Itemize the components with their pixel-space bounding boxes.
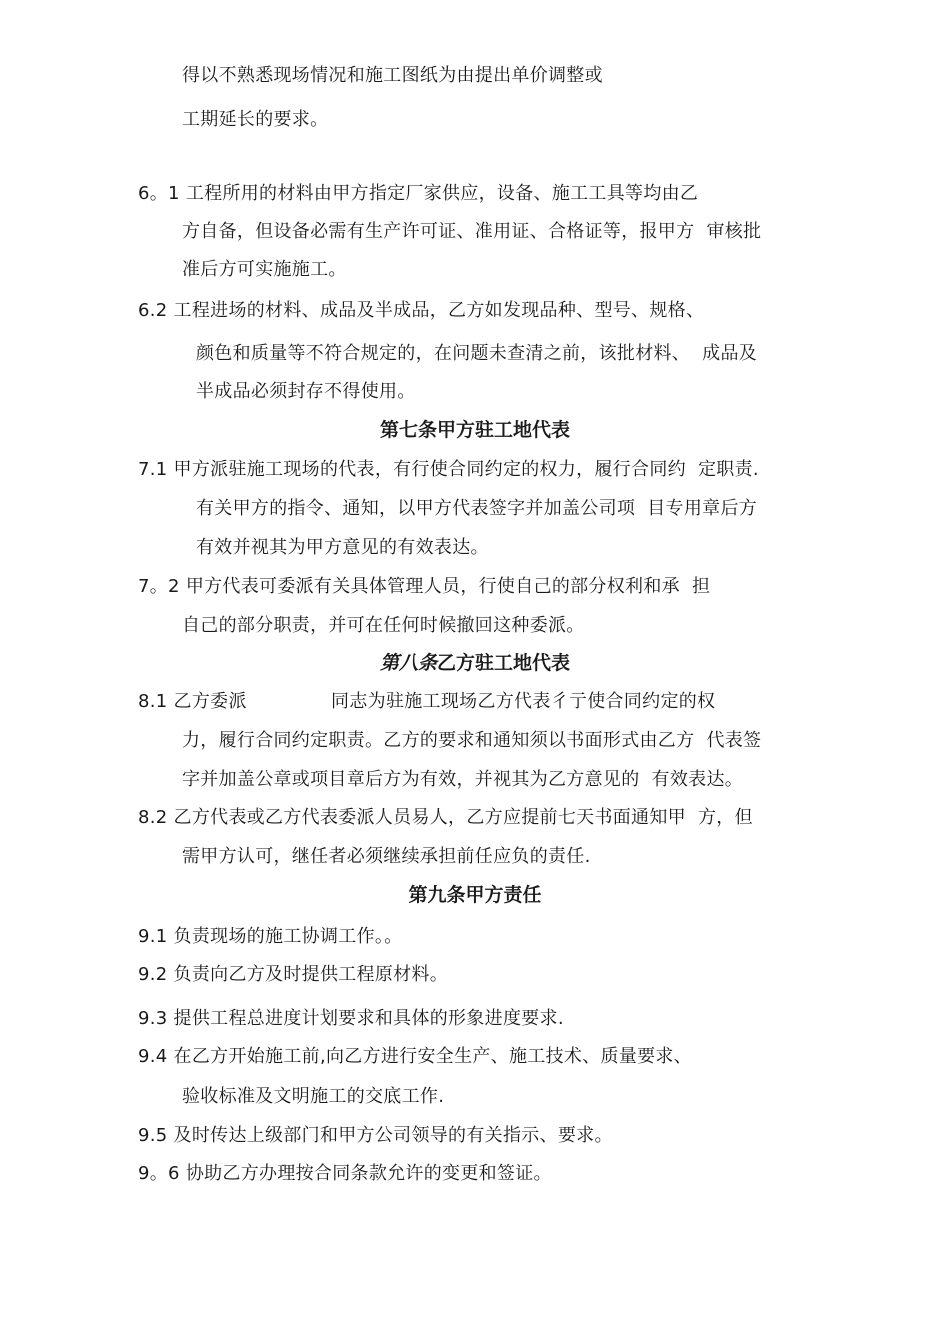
text-line: 字并加盖公章或项目章后方为有效，并视其为乙方意见的 有效表达。 [182, 769, 744, 790]
text-line: 有效并视其为甲方意见的有效表达。 [196, 537, 489, 558]
clause-6-1: 6。1 工程所用的材料由甲方指定厂家供应，设备、施工工具等均由乙 [138, 183, 699, 204]
clause-9-4: 9.4 在乙方开始施工前,向乙方进行安全生产、施工技术、质量要求、 [138, 1046, 692, 1067]
clause-7-2: 7。2 甲方代表可委派有关具体管理人员，行使自己的部分权利和承 担 [138, 576, 711, 597]
text-line: 验收标准及文明施工的交底工作. [182, 1086, 445, 1107]
text-line: 方自备，但设备必需有生产许可证、准用证、合格证等，报甲方 审核批 [182, 221, 762, 242]
heading-article-8-title: 乙方驻工地代表 [437, 652, 571, 674]
text-line: 半成品必须封存不得使用。 [196, 381, 416, 402]
clause-6-2: 6.2 工程进场的材料、成品及半成品，乙方如发现品种、型号、规格、 [138, 300, 705, 321]
text-line: 力，履行合同约定职责。乙方的要求和通知须以书面形式由乙方 代表签 [182, 730, 762, 751]
clause-8-1: 8.1 乙方委派 同志为驻施工现场乙方代表彳亍使合同约定的权 [138, 691, 716, 712]
clause-7-1: 7.1 甲方派驻施工现场的代表，有行使合同约定的权力，履行合同约 定职责. [138, 459, 759, 480]
clause-9-2: 9.2 负责向乙方及时提供工程原材料。 [138, 964, 449, 985]
text-line: 颜色和质量等不符合规定的，在问题未查清之前，该批材料、 成品及 [196, 343, 758, 364]
heading-article-8-number: 第八条 [379, 652, 437, 674]
text-line: 有关甲方的指令、通知，以甲方代表签字并加盖公司项 目专用章后方 [196, 498, 758, 519]
text-line: 得以不熟悉现场情况和施工图纸为由提出单价调整或 [182, 65, 603, 86]
text-line: 自己的部分职责，并可在任何时候撤回这种委派。 [182, 615, 585, 636]
heading-article-8 [0, 651, 950, 675]
clause-9-3: 9.3 提供工程总进度计划要求和具体的形象进度要求. [138, 1008, 564, 1029]
clause-9-1: 9.1 负责现场的施工协调工作。。 [138, 926, 403, 947]
clause-8-2: 8.2 乙方代表或乙方代表委派人员易人，乙方应提前七天书面通知甲 方，但 [138, 807, 753, 828]
heading-article-7: 第七条甲方驻工地代表 [379, 419, 570, 441]
heading-article-9: 第九条甲方责任 [408, 884, 542, 906]
clause-9-5: 9.5 及时传达上级部门和甲方公司领导的有关指示、要求。 [138, 1125, 613, 1146]
text-line: 准后方可实施施工。 [182, 259, 347, 280]
text-line: 需甲方认可，继任者必须继续承担前任应负的责任. [182, 846, 591, 867]
clause-9-6: 9。6 协助乙方办理按合同条款允许的变更和签证。 [138, 1163, 552, 1184]
text-line: 工期延长的要求。 [182, 109, 329, 130]
